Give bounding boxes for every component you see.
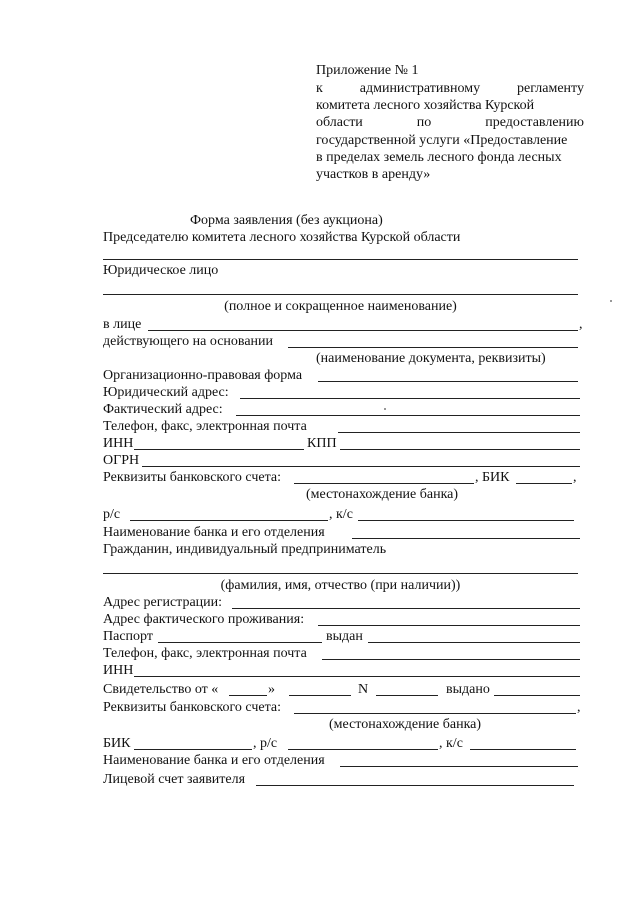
certificate-number-label: N [358, 682, 369, 697]
certificate-from-label: Свидетельство от « [103, 682, 219, 697]
bank-details-label: Реквизиты банковского счета: [103, 470, 281, 485]
individual-rs-label: , р/с [253, 736, 278, 751]
individual-bank-name-field[interactable] [340, 766, 578, 767]
form-title: Форма заявления (без аукциона) [190, 213, 383, 228]
passport-issued-field[interactable] [368, 642, 580, 643]
annex-line-2: комитета лесного хозяйства Курской [316, 98, 535, 114]
legal-entity-label: Юридическое лицо [103, 263, 219, 278]
individual-bik-field[interactable] [134, 749, 252, 750]
acting-basis-field[interactable] [288, 347, 578, 348]
individual-label: Гражданин, индивидуальный предприниматель [103, 542, 387, 557]
ks-label: , к/с [329, 507, 353, 522]
inn-label: ИНН [103, 436, 134, 451]
rs-field[interactable] [130, 520, 328, 521]
annex-line-4: государственной услуги «Предоставление [316, 132, 568, 148]
individual-bik-label: БИК [103, 736, 131, 751]
personal-account-label: Лицевой счет заявителя [103, 772, 246, 787]
annex-title: Приложение № 1 [316, 63, 419, 78]
ks-field[interactable] [358, 520, 574, 521]
certificate-quote-close: » [268, 682, 275, 697]
personal-account-field[interactable] [256, 785, 574, 786]
annex-line-6: участков в аренду» [316, 167, 431, 183]
certificate-month-field[interactable] [289, 695, 351, 696]
certificate-issued-field[interactable] [494, 695, 580, 696]
annex-line-1 [316, 80, 584, 97]
contacts-field[interactable] [338, 432, 580, 433]
annex-line-5: в пределах земель лесного фонда лесных [316, 149, 562, 165]
kpp-label: КПП [307, 436, 337, 451]
annex-line-3 [316, 114, 584, 131]
representative-field[interactable] [148, 330, 578, 331]
bank-name-label: Наименование банка и его отделения [103, 525, 325, 540]
individual-inn-label: ИНН [103, 663, 134, 678]
scan-speck [384, 408, 386, 410]
legal-address-label: Юридический адрес: [103, 385, 229, 400]
rs-label: р/с [103, 507, 121, 522]
actual-address-label: Фактический адрес: [103, 402, 223, 417]
individual-bank-details-field[interactable] [294, 713, 576, 714]
legal-form-label: Организационно-правовая форма [103, 368, 303, 383]
residence-address-field[interactable] [318, 625, 580, 626]
addressee-line[interactable] [103, 259, 578, 260]
individual-ks-label: , к/с [439, 736, 463, 751]
ogrn-label: ОГРН [103, 453, 140, 468]
trailing-comma: , [573, 470, 577, 485]
individual-trailing-comma: , [577, 700, 581, 715]
annex-word: предоставлению [485, 115, 584, 131]
annex-word: регламенту [517, 81, 584, 96]
bank-location-hint: (местонахождение банка) [306, 487, 459, 502]
passport-field[interactable] [158, 642, 322, 643]
bank-details-field[interactable] [294, 483, 474, 484]
actual-address-field[interactable] [236, 415, 580, 416]
document-hint: (наименование документа, реквизиты) [316, 351, 546, 366]
comma: , [579, 317, 583, 332]
legal-form-field[interactable] [318, 381, 578, 382]
legal-entity-name-field[interactable] [103, 294, 578, 295]
reg-address-label: Адрес регистрации: [103, 595, 223, 610]
annex-reference [316, 80, 584, 183]
represented-by-label: в лице [103, 317, 142, 332]
acting-basis-label: действующего на основании [103, 334, 274, 349]
individual-bank-location-hint: (местонахождение банка) [329, 717, 482, 732]
legal-address-field[interactable] [240, 398, 580, 399]
contacts-label: Телефон, факс, электронная почта [103, 419, 307, 434]
form-addressee: Председателю комитета лесного хозяйства Курской области [103, 230, 461, 245]
annex-word: административному [359, 81, 481, 96]
certificate-number-field[interactable] [376, 695, 438, 696]
individual-ks-field[interactable] [470, 749, 576, 750]
individual-contacts-label: Телефон, факс, электронная почта [103, 646, 307, 661]
scan-speck [610, 300, 612, 302]
individual-rs-field[interactable] [288, 749, 438, 750]
reg-address-field[interactable] [232, 608, 580, 609]
passport-issued-label: выдан [326, 629, 363, 644]
individual-inn-field[interactable] [134, 676, 580, 677]
individual-contacts-field[interactable] [322, 659, 580, 660]
bik-label: , БИК [475, 470, 510, 485]
ogrn-field[interactable] [142, 466, 580, 467]
residence-address-label: Адрес фактического проживания: [103, 612, 305, 627]
bank-name-field[interactable] [352, 538, 580, 539]
bik-field[interactable] [516, 483, 572, 484]
fio-field[interactable] [103, 573, 578, 574]
inn-field[interactable] [134, 449, 304, 450]
passport-label: Паспорт [103, 629, 153, 644]
fio-hint: (фамилия, имя, отчество (при наличии)) [220, 578, 461, 593]
legal-entity-name-hint: (полное и сокращенное наименование) [224, 299, 457, 314]
kpp-field[interactable] [340, 449, 580, 450]
individual-bank-details-label: Реквизиты банковского счета: [103, 700, 281, 715]
certificate-issued-label: выдано [446, 682, 490, 697]
annex-word: области [316, 115, 363, 131]
certificate-day-field[interactable] [229, 695, 267, 696]
individual-bank-name-label: Наименование банка и его отделения [103, 753, 325, 768]
annex-word: по [416, 115, 432, 131]
annex-word: к [316, 81, 323, 96]
